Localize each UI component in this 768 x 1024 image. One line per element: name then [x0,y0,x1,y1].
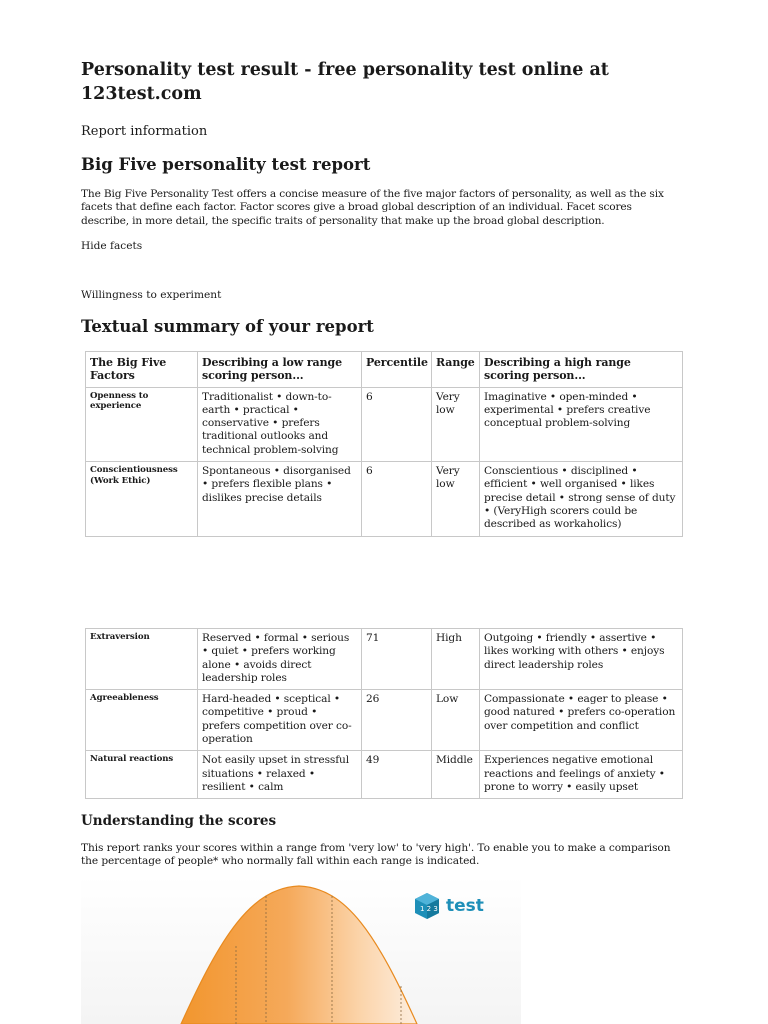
intro-paragraph: The Big Five Personality Test offers a concise measure of the five major factors of personality, as well as the six facets that define each factor. Factor scores give a broad global description of an individual. Facet scores describe, in more detail, the specific traits of personality that make up the broad global description. [81,188,664,227]
table-row [86,462,683,536]
range-cell: Middle [432,751,480,799]
report-information-link[interactable]: Report information [81,124,208,139]
factor-cell: Natural reactions [86,751,198,799]
factor-cell: Agreeableness [86,690,198,751]
header-percentile: Percentile [362,352,432,388]
low-cell: Not easily upset in stressful situations • relaxed • resilient • calm [198,751,362,799]
header-range: Range [432,352,480,388]
table-header-row [86,352,683,388]
range-cell: Very low [432,387,480,461]
high-cell: Outgoing • friendly • assertive • likes working with others • enjoys direct leadership roles [480,629,683,690]
summary-table-part1 [85,351,683,537]
cube-digits: 1 2 3 [420,905,438,913]
123test-logo [412,890,484,922]
low-cell: Reserved • formal • serious • quiet • prefers working alone • avoids direct leadership roles [198,629,362,690]
high-cell: Imaginative • open-minded • experimental • prefers creative conceptual problem-solving [480,387,683,461]
range-cell: Very low [432,462,480,536]
table-row [86,629,683,690]
percentile-cell: 26 [362,690,432,751]
percentile-cell: 71 [362,629,432,690]
percentile-cell: 49 [362,751,432,799]
factor-cell: Openness to experience [86,387,198,461]
factor-cell: Conscientiousness (Work Ethic) [86,462,198,536]
percentile-cell: 6 [362,462,432,536]
low-cell: Traditionalist • down-to-earth • practical • conservative • prefers traditional outlooks and technical problem-solving [198,387,362,461]
bigfive-heading: Big Five personality test report [81,155,371,174]
high-cell: Experiences negative emotional reactions and feelings of anxiety • prone to worry • easily upset [480,751,683,799]
high-cell: Conscientious • disciplined • efficient • well organised • likes precise detail • strong sense of duty • (VeryHigh scorers could be described as workaholics) [480,462,683,536]
header-low: Describing a low range scoring person... [198,352,362,388]
percentile-cell: 6 [362,387,432,461]
low-cell: Spontaneous • disorganised • prefers flexible plans • dislikes precise details [198,462,362,536]
understanding-heading: Understanding the scores [81,813,277,829]
cube-icon [412,891,442,921]
willingness-label: Willingness to experiment [81,289,222,301]
factor-cell: Extraversion [86,629,198,690]
table-row [86,751,683,799]
summary-heading: Textual summary of your report [81,317,374,336]
summary-table-part2 [85,628,683,799]
range-cell: High [432,629,480,690]
understanding-paragraph: This report ranks your scores within a range from 'very low' to 'very high'. To enable you to make a comparison the percentage of people* who normally fall within each range is indicated. [81,842,671,868]
low-cell: Hard-headed • sceptical • competitive • proud • prefers competition over co-operation [198,690,362,751]
hide-facets-link[interactable]: Hide facets [81,240,143,252]
header-factors: The Big Five Factors [86,352,198,388]
logo-word: test [446,896,484,916]
header-high: Describing a high range scoring person... [480,352,683,388]
page-title: Personality test result - free personality test online at 123test.com [81,60,609,104]
range-cell: Low [432,690,480,751]
table-row [86,387,683,461]
high-cell: Compassionate • eager to please • good natured • prefers co-operation over competition and conflict [480,690,683,751]
table-row [86,690,683,751]
